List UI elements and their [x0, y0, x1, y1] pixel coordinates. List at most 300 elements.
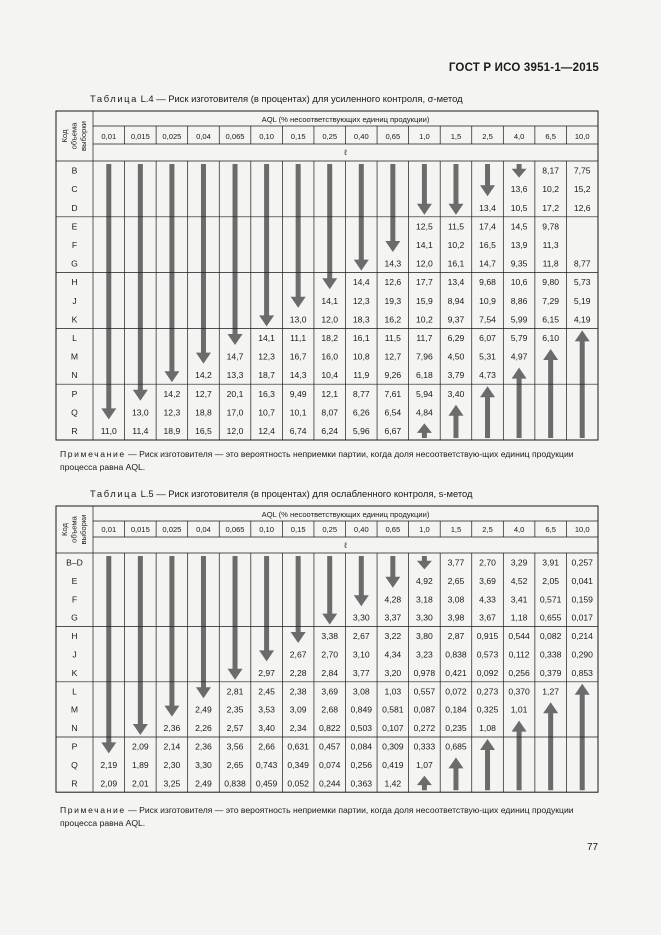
cell-value: 13,9	[510, 240, 528, 250]
cell-value: 18,7	[258, 370, 275, 381]
cell-value: 2,01	[131, 778, 149, 789]
row-code: R	[71, 426, 78, 436]
cell-value: 0,087	[413, 704, 436, 715]
table-l5-grid	[56, 506, 598, 802]
cell-value: 16,3	[258, 388, 275, 399]
cell-value: 6,67	[384, 426, 402, 436]
cell-value: 11,3	[542, 240, 559, 250]
cell-value: 0,257	[571, 557, 593, 568]
row-code: F	[71, 240, 78, 250]
cell-value: 14,1	[416, 240, 433, 250]
table-l4-note	[56, 446, 598, 477]
cell-value: 2,57	[226, 723, 244, 734]
cell-value: 0,092	[476, 667, 499, 678]
code-header-text: выборки	[79, 121, 88, 151]
cell-value: 10,2	[416, 314, 433, 325]
table-l4-grid	[56, 111, 598, 446]
arrow-down-icon	[133, 164, 148, 401]
cell-value: 9,37	[447, 314, 465, 325]
cell-value: 8,94	[447, 295, 465, 306]
cell-value: 10,8	[352, 351, 370, 362]
row-code: K	[71, 314, 78, 325]
row-code: B–D	[66, 557, 83, 568]
caption-label: Таблица	[90, 488, 138, 499]
cell-value: 10,5	[510, 202, 528, 213]
row-code: C	[71, 184, 78, 195]
aql-column-header: 0,25	[322, 525, 338, 534]
cell-value: 14,4	[352, 277, 370, 288]
aql-header: AQL (% несоответствующих единиц продукции)	[261, 510, 430, 519]
cell-value: 0,978	[413, 667, 436, 678]
cell-value: 0,363	[350, 778, 373, 789]
cell-value: 3,53	[258, 704, 275, 715]
cell-value: 2,97	[258, 667, 275, 678]
cell-value: 4,84	[416, 407, 433, 418]
row-code: L	[72, 686, 77, 697]
row-code: P	[71, 388, 78, 399]
cell-value: 3,08	[447, 594, 465, 605]
cell-value: 6,18	[416, 370, 433, 381]
cell-value: 5,73	[573, 277, 591, 288]
cell-value: 2,65	[447, 575, 465, 586]
cell-value: 4,97	[510, 351, 528, 362]
cell-value: 0,084	[350, 741, 373, 752]
cell-value: 17,0	[226, 407, 244, 418]
table-l5-caption	[90, 488, 473, 499]
cell-value: 0,370	[508, 686, 530, 697]
cell-value: 0,333	[413, 741, 436, 752]
cell-value: 0,072	[445, 686, 467, 697]
cell-value: 0,379	[539, 667, 562, 678]
cell-value: 17,4	[479, 221, 496, 232]
cell-value: 0,822	[318, 723, 341, 734]
cell-value: 16,5	[479, 240, 496, 250]
arrow-down-icon	[196, 556, 211, 698]
cell-value: 18,3	[352, 314, 370, 325]
cell-value: 10,9	[479, 295, 496, 306]
aql-column-header: 0,10	[259, 525, 274, 534]
table-l5	[56, 506, 598, 802]
cell-value: 10,2	[447, 240, 465, 250]
cell-value: 16,0	[321, 351, 339, 362]
cell-value: 0,325	[476, 704, 499, 715]
cell-value: 11,7	[416, 333, 433, 343]
cell-value: 2,34	[289, 723, 307, 734]
cell-value: 18,9	[163, 426, 181, 436]
cell-value: 3,56	[226, 741, 244, 752]
cell-value: 1,08	[479, 723, 496, 734]
cell-value: 5,94	[416, 388, 433, 399]
aql-column-header: 1,5	[450, 525, 462, 534]
code-header-text: объема	[69, 122, 79, 150]
cell-value: 2,36	[195, 741, 212, 752]
cell-value: 20,1	[226, 388, 244, 399]
cell-value: 11,8	[542, 258, 559, 269]
cell-value: 3,08	[352, 686, 370, 697]
cell-value: 18,8	[195, 407, 212, 418]
arrow-up-icon	[543, 349, 558, 438]
cell-value: 2,67	[352, 631, 370, 642]
aql-column-header: 0,40	[353, 525, 369, 534]
cell-value: 2,45	[258, 686, 275, 697]
cell-value: 10,2	[542, 184, 560, 195]
cell-value: 2,87	[447, 631, 465, 642]
cell-value: 5,96	[352, 426, 370, 436]
cell-value: 7,54	[479, 314, 496, 325]
cell-value: 0,419	[382, 759, 404, 770]
cell-value: 2,84	[321, 667, 339, 678]
cell-value: 0,544	[508, 631, 530, 642]
arrow-down-icon	[133, 556, 148, 735]
cell-value: 3,77	[447, 557, 465, 568]
cell-value: 12,6	[573, 202, 591, 213]
cell-value: 0,017	[571, 612, 593, 623]
cell-value: 12,0	[226, 426, 244, 436]
cell-value: 1,89	[131, 759, 149, 770]
cell-value: 12,4	[258, 426, 275, 436]
aql-column-header: 0,01	[101, 132, 117, 141]
cell-value: 0,655	[539, 612, 562, 623]
sub-header: ℓ	[344, 541, 347, 550]
cell-value: 9,26	[384, 370, 402, 381]
cell-value: 6,07	[479, 333, 496, 343]
cell-value: 2,09	[100, 778, 118, 789]
cell-value: 3,29	[510, 557, 528, 568]
cell-value: 3,30	[195, 759, 212, 770]
row-code: B	[71, 165, 78, 176]
cell-value: 14,1	[258, 333, 275, 343]
aql-column-header: 0,01	[101, 525, 117, 534]
row-code: R	[71, 778, 78, 789]
cell-value: 13,3	[226, 370, 244, 381]
cell-value: 12,3	[163, 407, 181, 418]
cell-value: 2,70	[321, 649, 339, 660]
cell-value: 16,1	[352, 333, 370, 343]
cell-value: 10,6	[510, 277, 528, 288]
cell-value: 0,184	[445, 704, 467, 715]
cell-value: 0,853	[571, 667, 593, 678]
cell-value: 4,52	[510, 575, 528, 586]
cell-value: 4,92	[416, 575, 433, 586]
row-code: J	[72, 649, 77, 660]
cell-value: 3,20	[384, 667, 402, 678]
cell-value: 0,107	[382, 723, 404, 734]
table-l5-note	[56, 802, 598, 834]
arrow-down-icon	[164, 556, 179, 717]
cell-value: 9,68	[479, 277, 496, 288]
cell-value: 19,3	[384, 295, 402, 306]
cell-value: 16,1	[447, 258, 465, 269]
cell-value: 1,42	[384, 778, 402, 789]
arrow-down-icon	[512, 164, 527, 178]
arrow-up-icon	[448, 757, 463, 790]
arrow-up-icon	[512, 721, 527, 791]
arrow-down-icon	[385, 164, 400, 252]
arrow-down-icon	[259, 164, 274, 326]
cell-value: 11,9	[353, 370, 370, 381]
cell-value: 8,17	[542, 165, 560, 176]
cell-value: 0,112	[508, 649, 530, 660]
cell-value: 6,24	[321, 426, 339, 436]
cell-value: 0,290	[571, 649, 593, 660]
cell-value: 3,80	[416, 631, 433, 642]
cell-value: 7,96	[416, 351, 433, 362]
aql-column-header: 0,015	[130, 525, 150, 534]
row-code: N	[71, 723, 78, 734]
aql-column-header: 1,5	[450, 132, 462, 141]
aql-column-header: 0,40	[353, 132, 369, 141]
cell-value: 17,7	[416, 277, 433, 288]
cell-value: 5,79	[510, 333, 528, 343]
cell-value: 13,6	[510, 184, 528, 195]
cell-value: 0,074	[318, 759, 341, 770]
row-code: J	[72, 295, 77, 306]
cell-value: 16,7	[289, 351, 307, 362]
aql-column-header: 6,5	[545, 132, 556, 141]
cell-value: 6,26	[352, 407, 370, 418]
cell-value: 14,3	[384, 258, 402, 269]
arrow-down-icon	[291, 556, 306, 643]
row-code: Q	[71, 407, 78, 418]
cell-value: 11,5	[447, 221, 465, 232]
cell-value: 13,0	[131, 407, 149, 418]
arrow-down-icon	[322, 556, 337, 625]
row-code: L	[72, 333, 77, 343]
aql-column-header: 0,015	[130, 132, 150, 141]
cell-value: 3,98	[447, 612, 465, 623]
note-text: — Риск изготовителя — это вероятность неприемки партии, когда доля несоответствую-щих единиц продукции процесса равна AQL.	[60, 449, 574, 472]
arrow-down-icon	[228, 556, 243, 680]
cell-value: 14,3	[289, 370, 307, 381]
cell-value: 4,19	[573, 314, 591, 325]
cell-value: 0,273	[476, 686, 499, 697]
cell-value: 2,05	[542, 575, 560, 586]
arrow-up-icon	[480, 386, 495, 438]
cell-value: 5,99	[510, 314, 528, 325]
cell-value: 0,457	[318, 741, 341, 752]
cell-value: 12,3	[258, 351, 275, 362]
cell-value: 7,29	[542, 295, 560, 306]
cell-value: 0,685	[445, 741, 467, 752]
aql-column-header: 0,65	[385, 525, 401, 534]
aql-column-header: 4,0	[513, 132, 525, 141]
cell-value: 2,35	[226, 704, 244, 715]
arrow-down-icon	[101, 164, 116, 419]
cell-value: 14,5	[510, 221, 528, 232]
cell-value: 3,09	[289, 704, 307, 715]
aql-column-header: 2,5	[482, 525, 493, 534]
cell-value: 6,15	[542, 314, 560, 325]
cell-value: 10,4	[321, 370, 339, 381]
cell-value: 9,80	[542, 277, 560, 288]
arrow-down-icon	[354, 164, 369, 271]
cell-value: 2,68	[321, 704, 339, 715]
cell-value: 0,256	[350, 759, 373, 770]
arrow-up-icon	[448, 405, 463, 438]
arrow-down-icon	[385, 556, 400, 588]
cell-value: 0,459	[255, 778, 278, 789]
cell-value: 0,214	[571, 631, 593, 642]
cell-value: 9,49	[289, 388, 307, 399]
aql-column-header: 10,0	[574, 525, 590, 534]
cell-value: 8,86	[510, 295, 528, 306]
aql-column-header: 0,04	[196, 132, 211, 141]
arrow-down-icon	[196, 164, 211, 364]
arrow-down-icon	[480, 164, 495, 196]
arrow-down-icon	[228, 164, 243, 345]
row-code: K	[71, 667, 78, 678]
cell-value: 3,30	[352, 612, 370, 623]
cell-value: 7,61	[384, 388, 402, 399]
cell-value: 10,7	[258, 407, 275, 418]
cell-value: 9,35	[510, 258, 528, 269]
cell-value: 17,2	[542, 202, 560, 213]
cell-value: 12,3	[352, 295, 370, 306]
cell-value: 9,78	[542, 221, 560, 232]
cell-value: 13,4	[479, 202, 496, 213]
note-label: Примечание	[60, 449, 126, 459]
cell-value: 18,2	[321, 333, 339, 343]
page-number: 77	[587, 842, 599, 853]
arrow-up-icon	[512, 368, 527, 438]
cell-value: 0,571	[539, 594, 562, 605]
arrow-down-icon	[354, 556, 369, 606]
cell-value: 2,70	[479, 557, 496, 568]
caption-label: Таблица	[90, 93, 138, 104]
cell-value: 8,77	[573, 258, 591, 269]
arrow-up-icon	[480, 739, 495, 790]
arrow-down-icon	[417, 556, 432, 569]
aql-column-header: 10,0	[574, 132, 590, 141]
row-code: F	[71, 594, 78, 605]
code-header-text: Код	[60, 523, 69, 536]
arrow-down-icon	[164, 164, 179, 382]
cell-value: 16,2	[384, 314, 402, 325]
cell-value: 4,34	[384, 649, 402, 660]
cell-value: 0,838	[224, 778, 246, 789]
cell-value: 6,74	[289, 426, 307, 436]
cell-value: 13,0	[289, 314, 307, 325]
cell-value: 2,67	[289, 649, 307, 660]
row-code: E	[71, 221, 78, 232]
cell-value: 3,91	[542, 557, 560, 568]
cell-value: 0,052	[287, 778, 309, 789]
cell-value: 0,338	[539, 649, 562, 660]
cell-value: 0,743	[255, 759, 278, 770]
cell-value: 0,082	[539, 631, 562, 642]
aql-column-header: 6,5	[545, 525, 556, 534]
row-code: E	[71, 575, 78, 586]
row-code: N	[71, 370, 78, 381]
arrow-down-icon	[101, 556, 116, 753]
cell-value: 3,22	[384, 631, 402, 642]
cell-value: 12,5	[416, 221, 433, 232]
note-text: — Риск изготовителя — это вероятность неприемки партии, когда доля несоответствую-щих единиц продукции процесса равна AQL.	[60, 805, 574, 828]
cell-value: 0,557	[413, 686, 436, 697]
aql-column-header: 0,25	[322, 132, 338, 141]
arrow-down-icon	[448, 164, 463, 215]
cell-value: 12,7	[384, 351, 402, 362]
cell-value: 0,838	[445, 649, 467, 660]
cell-value: 1,07	[416, 759, 433, 770]
arrow-down-icon	[291, 164, 306, 308]
cell-value: 12,0	[416, 258, 433, 269]
cell-value: 11,1	[290, 333, 307, 343]
cell-value: 14,2	[163, 388, 181, 399]
arrow-up-icon	[417, 423, 432, 438]
cell-value: 8,77	[352, 388, 370, 399]
cell-value: 1,01	[510, 704, 528, 715]
cell-value: 0,159	[571, 594, 593, 605]
cell-value: 0,573	[476, 649, 499, 660]
cell-value: 12,1	[321, 388, 339, 399]
code-header-text: Код	[60, 129, 69, 143]
cell-value: 2,19	[100, 759, 118, 770]
arrow-down-icon	[259, 556, 274, 661]
aql-column-header: 0,065	[225, 525, 245, 534]
cell-value: 11,0	[100, 426, 117, 436]
cell-value: 2,14	[163, 741, 181, 752]
aql-column-header: 1,0	[419, 525, 430, 534]
aql-column-header: 0,65	[385, 132, 401, 141]
cell-value: 10,1	[289, 407, 307, 418]
cell-value: 0,503	[350, 723, 373, 734]
table-l4	[56, 111, 598, 446]
aql-column-header: 0,15	[290, 132, 306, 141]
cell-value: 2,38	[289, 686, 307, 697]
row-code: H	[71, 631, 78, 642]
cell-value: 12,0	[321, 314, 339, 325]
cell-value: 8,07	[321, 407, 339, 418]
cell-value: 6,54	[384, 407, 402, 418]
cell-value: 12,7	[195, 388, 212, 399]
aql-column-header: 0,15	[290, 525, 306, 534]
table-l4-caption	[90, 93, 463, 104]
note-label: Примечание	[60, 805, 126, 815]
aql-header: AQL (% несоответствующих единиц продукции)	[261, 115, 430, 124]
row-code: H	[71, 277, 78, 288]
cell-value: 0,235	[445, 723, 467, 734]
cell-value: 16,5	[195, 426, 212, 436]
caption-text: L.5 — Риск изготовителя (в процентах) для ослабленного контроля, s-метод	[137, 488, 473, 499]
cell-value: 4,33	[479, 594, 496, 605]
cell-value: 0,915	[476, 631, 499, 642]
arrow-down-icon	[417, 164, 432, 215]
cell-value: 3,41	[510, 594, 528, 605]
aql-column-header: 2,5	[482, 132, 493, 141]
aql-column-header: 0,025	[162, 132, 182, 141]
cell-value: 2,49	[195, 778, 212, 789]
cell-value: 11,4	[132, 426, 149, 436]
cell-value: 3,69	[321, 686, 339, 697]
cell-value: 3,69	[479, 575, 496, 586]
code-header-text: выборки	[79, 514, 88, 545]
cell-value: 3,10	[352, 649, 370, 660]
row-code: Q	[71, 759, 78, 770]
cell-value: 5,31	[479, 351, 496, 362]
cell-value: 3,18	[416, 594, 433, 605]
cell-value: 4,73	[479, 370, 496, 381]
arrow-down-icon	[322, 164, 337, 289]
cell-value: 12,6	[384, 277, 402, 288]
aql-column-header: 0,04	[196, 525, 211, 534]
cell-value: 6,10	[542, 333, 560, 343]
aql-column-header: 4,0	[513, 525, 525, 534]
cell-value: 0,309	[382, 741, 404, 752]
cell-value: 1,03	[384, 686, 402, 697]
cell-value: 7,75	[573, 165, 591, 176]
cell-value: 0,041	[571, 575, 593, 586]
